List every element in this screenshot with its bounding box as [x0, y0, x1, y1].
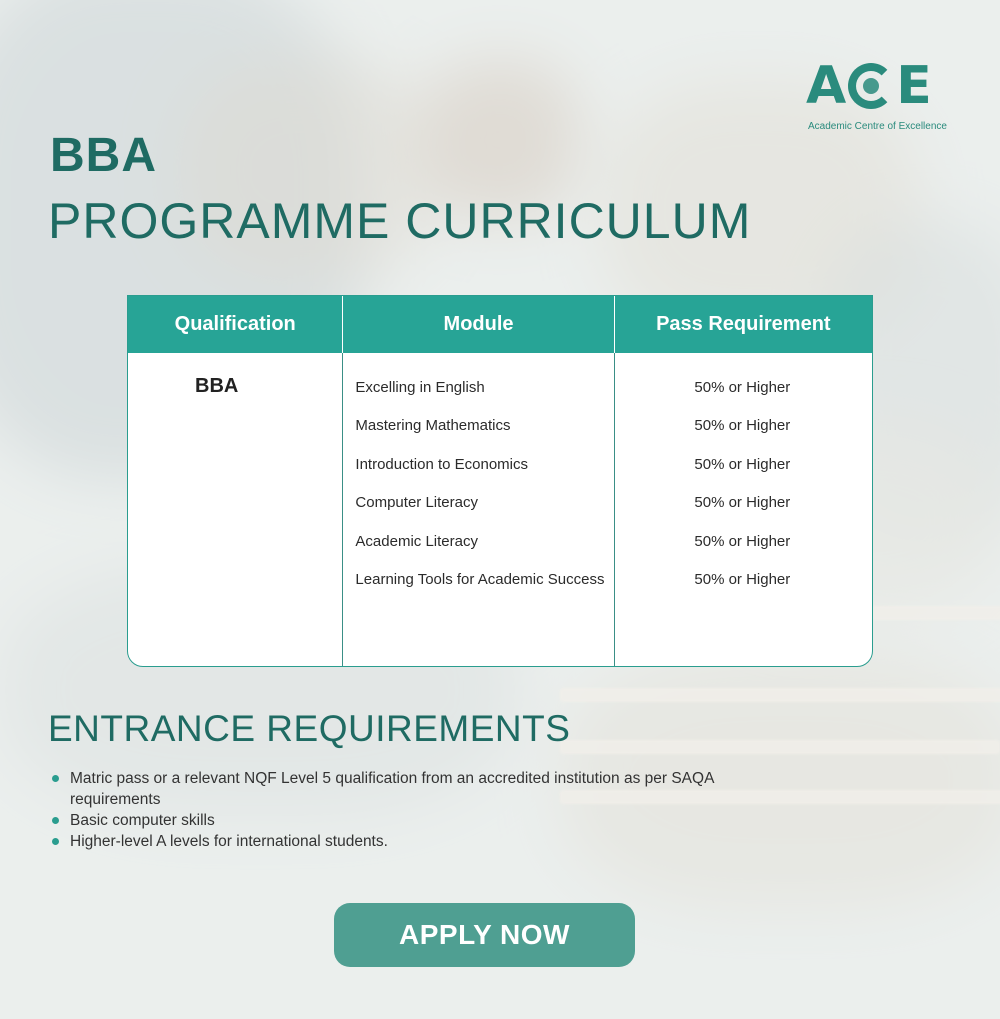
- pass-requirement-column: [615, 353, 872, 667]
- module-cell: Introduction to Economics: [355, 455, 529, 473]
- pass-requirement-cell: 50% or Higher: [694, 494, 791, 512]
- page-title-bba: BBA: [50, 129, 157, 182]
- header-module: Module: [343, 296, 614, 353]
- apply-now-button[interactable]: APPLY NOW: [334, 903, 635, 967]
- entrance-requirements-title: ENTRANCE REQUIREMENTS: [48, 708, 571, 749]
- bullet-icon: [52, 838, 59, 845]
- pass-requirement-cell: 50% or Higher: [694, 417, 791, 435]
- qualification-column: [128, 353, 343, 667]
- bullet-icon: [52, 775, 59, 782]
- list-item: [52, 768, 752, 810]
- module-cell: Computer Literacy: [355, 494, 478, 512]
- module-cell: Mastering Mathematics: [355, 417, 511, 435]
- pass-requirement-cell: 50% or Higher: [694, 379, 791, 396]
- brain-c-icon: [848, 63, 894, 109]
- header-qualification: Qualification: [128, 296, 343, 353]
- pass-requirement-cell: 50% or Higher: [694, 455, 791, 473]
- ace-logo[interactable]: [806, 58, 956, 138]
- pass-requirement-cell: 50% or Higher: [694, 532, 791, 550]
- module-cell: Excelling in English: [355, 379, 485, 396]
- logo-letter-e: E: [896, 56, 932, 116]
- qualification-value: BBA: [195, 375, 239, 397]
- module-cell: Academic Literacy: [355, 532, 478, 550]
- page-subtitle: PROGRAMME CURRICULUM: [48, 193, 752, 249]
- logo-tagline: Academic Centre of Excellence: [808, 121, 947, 132]
- pass-requirement-cell: 50% or Higher: [694, 570, 791, 588]
- entrance-requirements-list: [52, 768, 752, 852]
- list-item: [52, 831, 752, 852]
- module-cell: Learning Tools for Academic Success: [355, 570, 605, 588]
- logo-letter-a: A: [806, 56, 847, 116]
- header-pass-requirement: Pass Requirement: [656, 313, 831, 335]
- requirement-text: Matric pass or a relevant NQF Level 5 qualification from an accredited institution as per SAQA requirements: [70, 770, 714, 808]
- curriculum-table: [127, 295, 873, 667]
- bullet-icon: [52, 817, 59, 824]
- requirement-text: Basic computer skills: [70, 812, 215, 829]
- module-column: [343, 353, 614, 667]
- requirement-text: Higher-level A levels for international students.: [70, 833, 388, 850]
- table-header: [128, 296, 872, 353]
- list-item: [52, 810, 752, 831]
- table-body: [128, 353, 872, 667]
